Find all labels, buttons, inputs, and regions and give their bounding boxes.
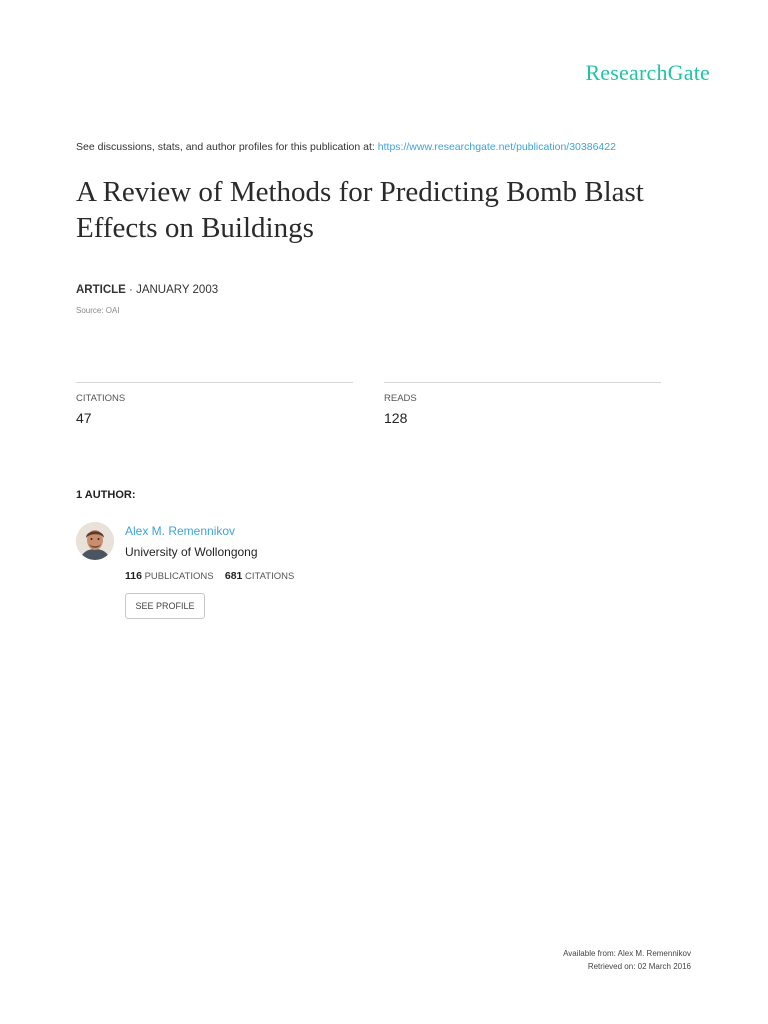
authors-heading: 1 AUTHOR:	[76, 489, 136, 501]
author-citations-count: 681	[224, 570, 243, 582]
publication-title: A Review of Methods for Predicting Bomb Blast Effects on Buildings	[76, 176, 644, 244]
discussion-text: See discussions, stats, and author profiles for this publication at:	[76, 141, 375, 153]
publication-date: JANUARY 2003	[136, 284, 219, 296]
publication-source: Source: OAI	[76, 306, 120, 315]
meta-separator: ·	[125, 284, 137, 296]
reads-value: 128	[384, 410, 408, 426]
reads-label: READS	[384, 393, 417, 404]
citations-label: CITATIONS	[76, 393, 126, 404]
author-avatar[interactable]	[76, 522, 114, 560]
publication-link[interactable]: https://www.researchgate.net/publication/30386422	[377, 141, 616, 153]
see-profile-button[interactable]: SEE PROFILE	[125, 593, 205, 619]
author-publications-label: PUBLICATIONS	[144, 571, 214, 582]
researchgate-logo[interactable]: ResearchGate	[585, 60, 710, 85]
publication-type: ARTICLE	[76, 284, 126, 296]
author-citations-label: CITATIONS	[245, 571, 295, 582]
reads-stat	[384, 382, 661, 426]
author-photo-icon	[76, 522, 114, 560]
publication-meta	[76, 284, 218, 296]
author-name-link[interactable]: Alex M. Remennikov	[125, 524, 236, 538]
citations-stat	[76, 382, 353, 426]
available-from: Available from: Alex M. Remennikov	[563, 949, 691, 958]
author-publications-count: 116	[125, 570, 142, 582]
retrieved-on: Retrieved on: 02 March 2016	[587, 962, 691, 971]
author-institution: University of Wollongong	[125, 545, 258, 559]
author-stats	[125, 570, 294, 582]
footer	[563, 947, 691, 973]
discussion-notice	[76, 141, 616, 153]
citations-value: 47	[76, 410, 92, 426]
